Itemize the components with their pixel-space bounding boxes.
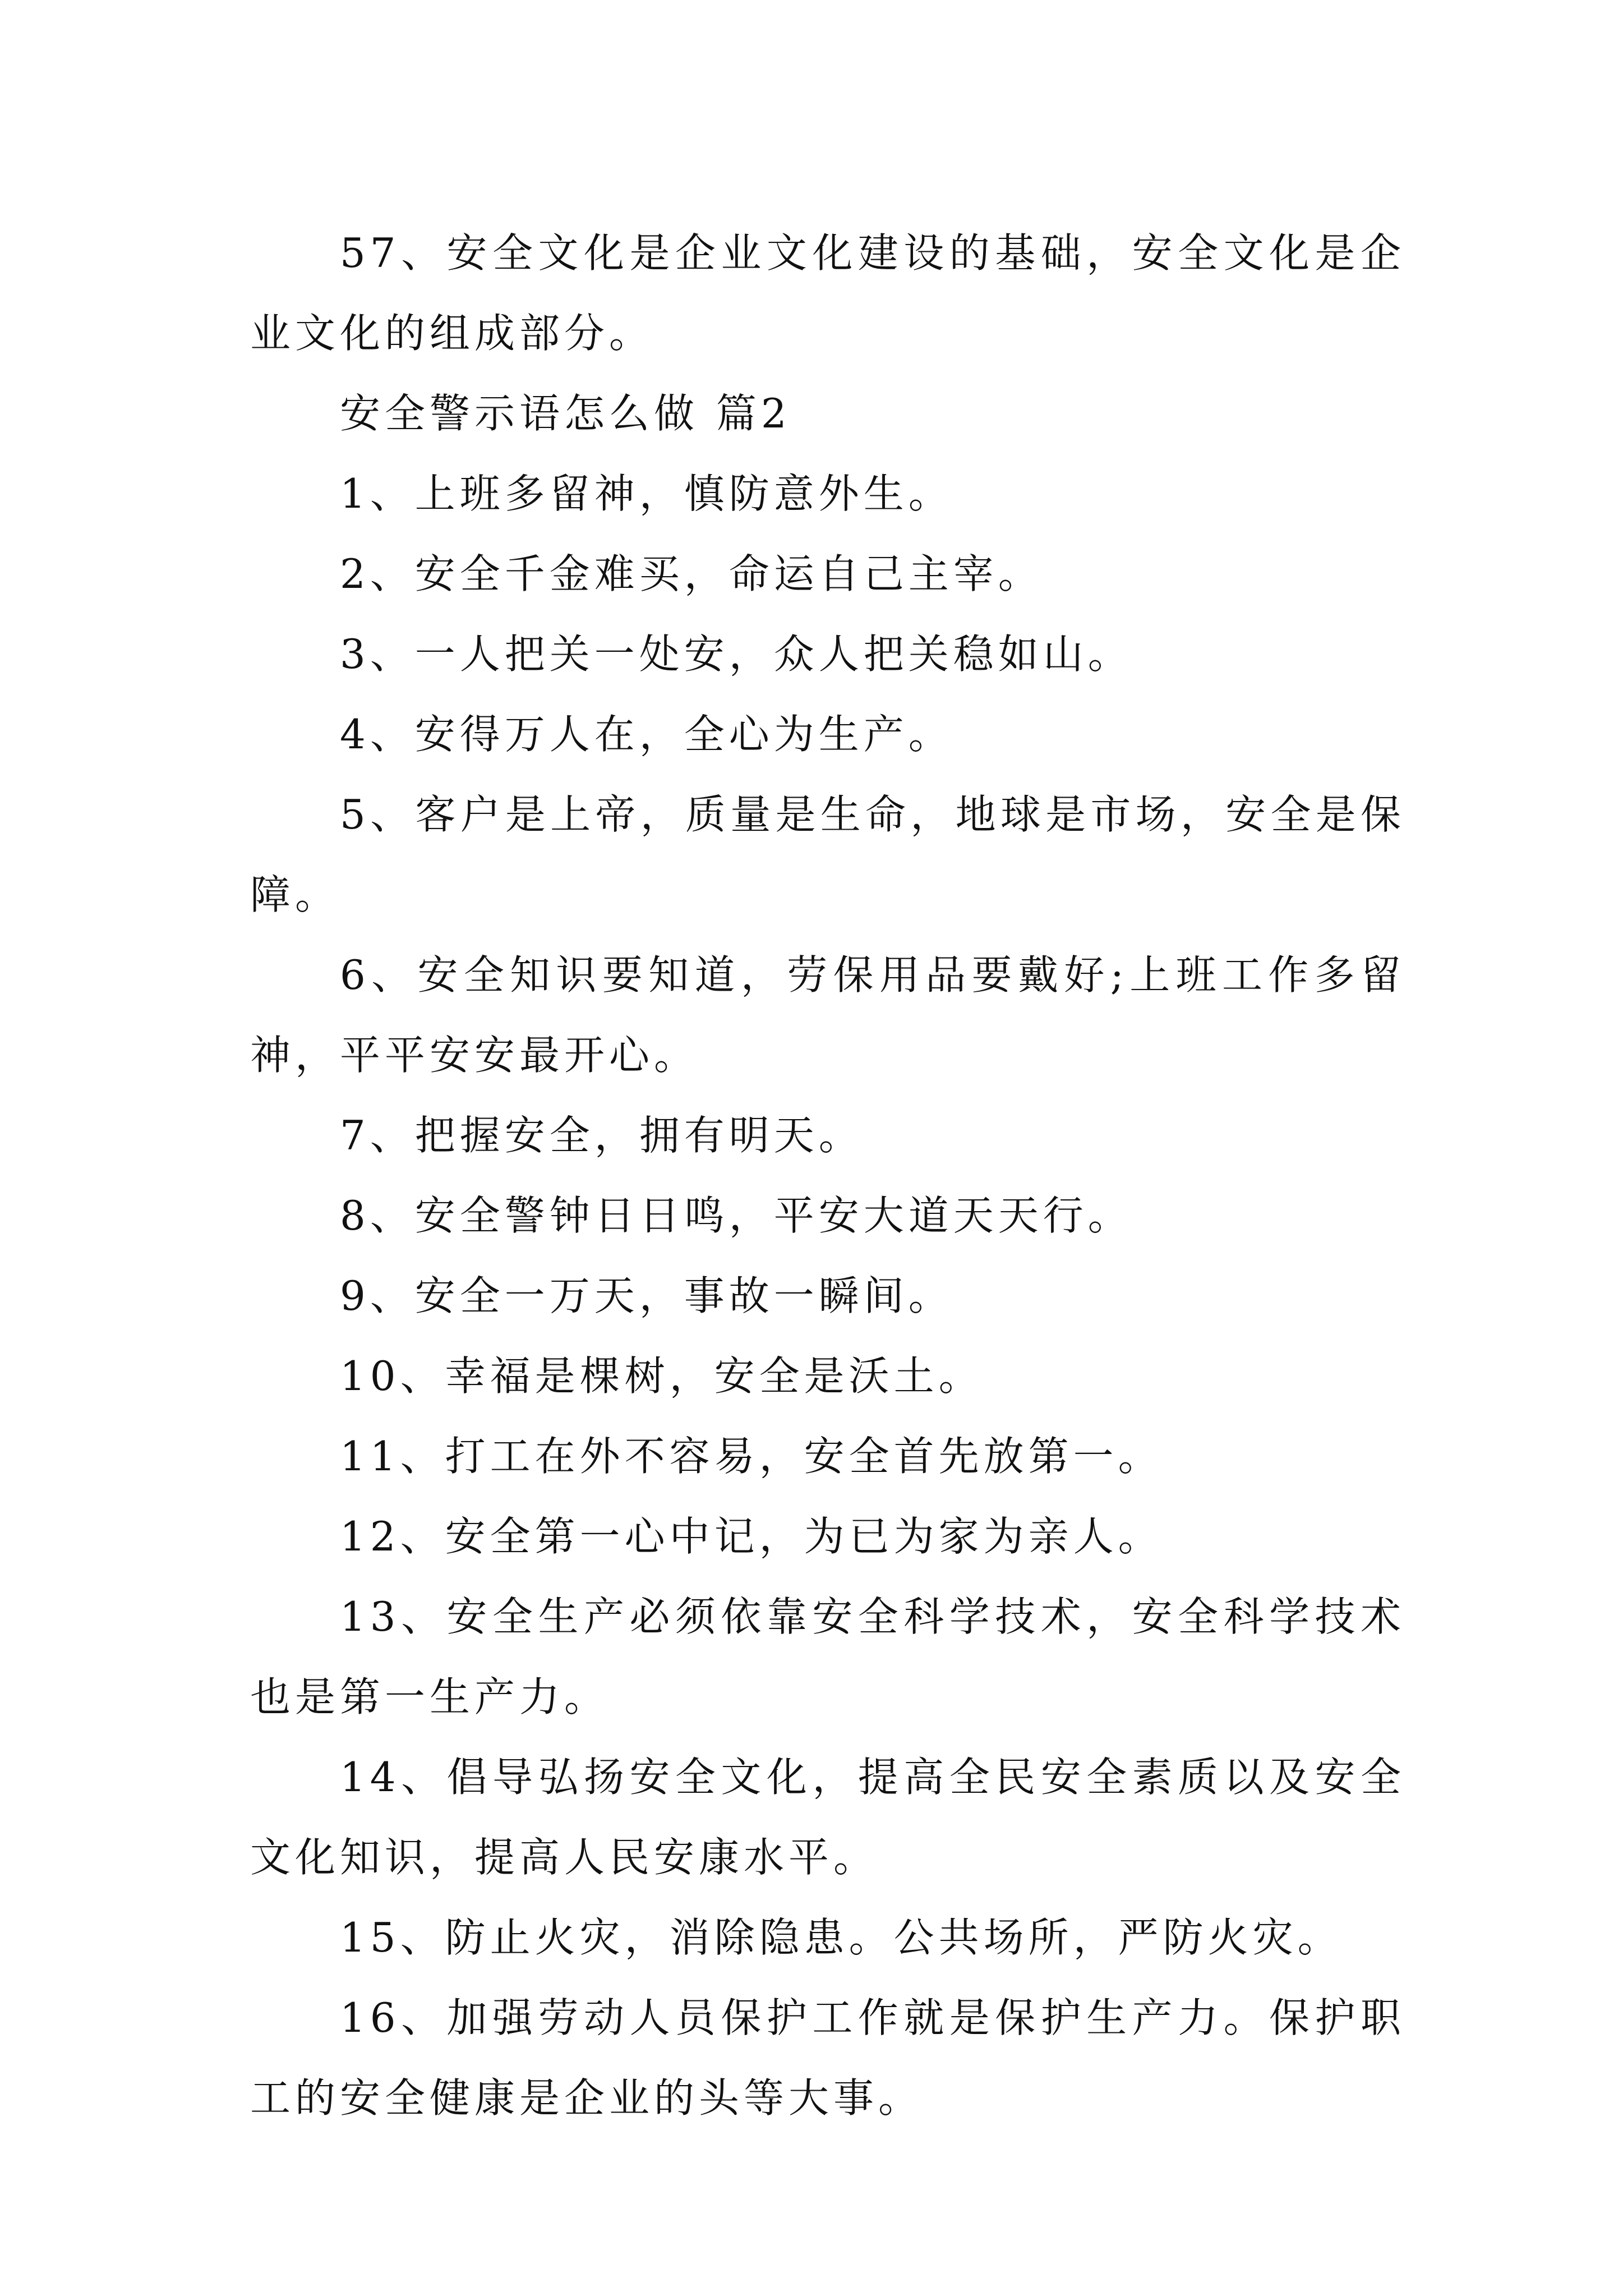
list-item: 1、上班多留神，慎防意外生。 (340, 470, 953, 517)
list-item: 11、打工在外不容易，安全首先放第一。 (340, 1433, 1163, 1480)
section-heading: 安全警示语怎么做 篇2 (340, 390, 791, 437)
list-item: 14、倡导弘扬安全文化，提高全民安全素质以及安全文化知识，提高人民安康水平。 (250, 1754, 1405, 1881)
list-item: 13、安全生产必须依靠安全科学技术，安全科学技术也是第一生产力。 (250, 1593, 1405, 1720)
list-item: 2、安全千金难买，命运自己主宰。 (340, 550, 1043, 597)
paragraph-57: 57、安全文化是企业文化建设的基础，安全文化是企业文化的组成部分。 (250, 229, 1405, 357)
list-item: 6、安全知识要知道，劳保用品要戴好;上班工作多留神，平平安安最开心。 (250, 951, 1405, 1079)
list-item: 8、安全警钟日日鸣，平安大道天天行。 (340, 1192, 1133, 1239)
list-item: 9、安全一万天，事故一瞬间。 (340, 1272, 953, 1319)
list-item: 10、幸福是棵树，安全是沃土。 (340, 1352, 984, 1400)
list-item: 16、加强劳动人员保护工作就是保护生产力。保护职工的安全健康是企业的头等大事。 (250, 1994, 1405, 2122)
list-item: 4、安得万人在，全心为生产。 (340, 711, 953, 758)
list-item: 15、防止火灾，消除隐患。公共场所，严防火灾。 (340, 1914, 1343, 1961)
document-body (250, 213, 1405, 2138)
list-item: 5、客户是上帝，质量是生命，地球是市场，安全是保障。 (250, 791, 1405, 918)
list-item: 3、一人把关一处安，众人把关稳如山。 (340, 631, 1133, 678)
list-item: 12、安全第一心中记，为已为家为亲人。 (340, 1513, 1163, 1560)
list-item: 7、把握安全，拥有明天。 (340, 1112, 864, 1159)
